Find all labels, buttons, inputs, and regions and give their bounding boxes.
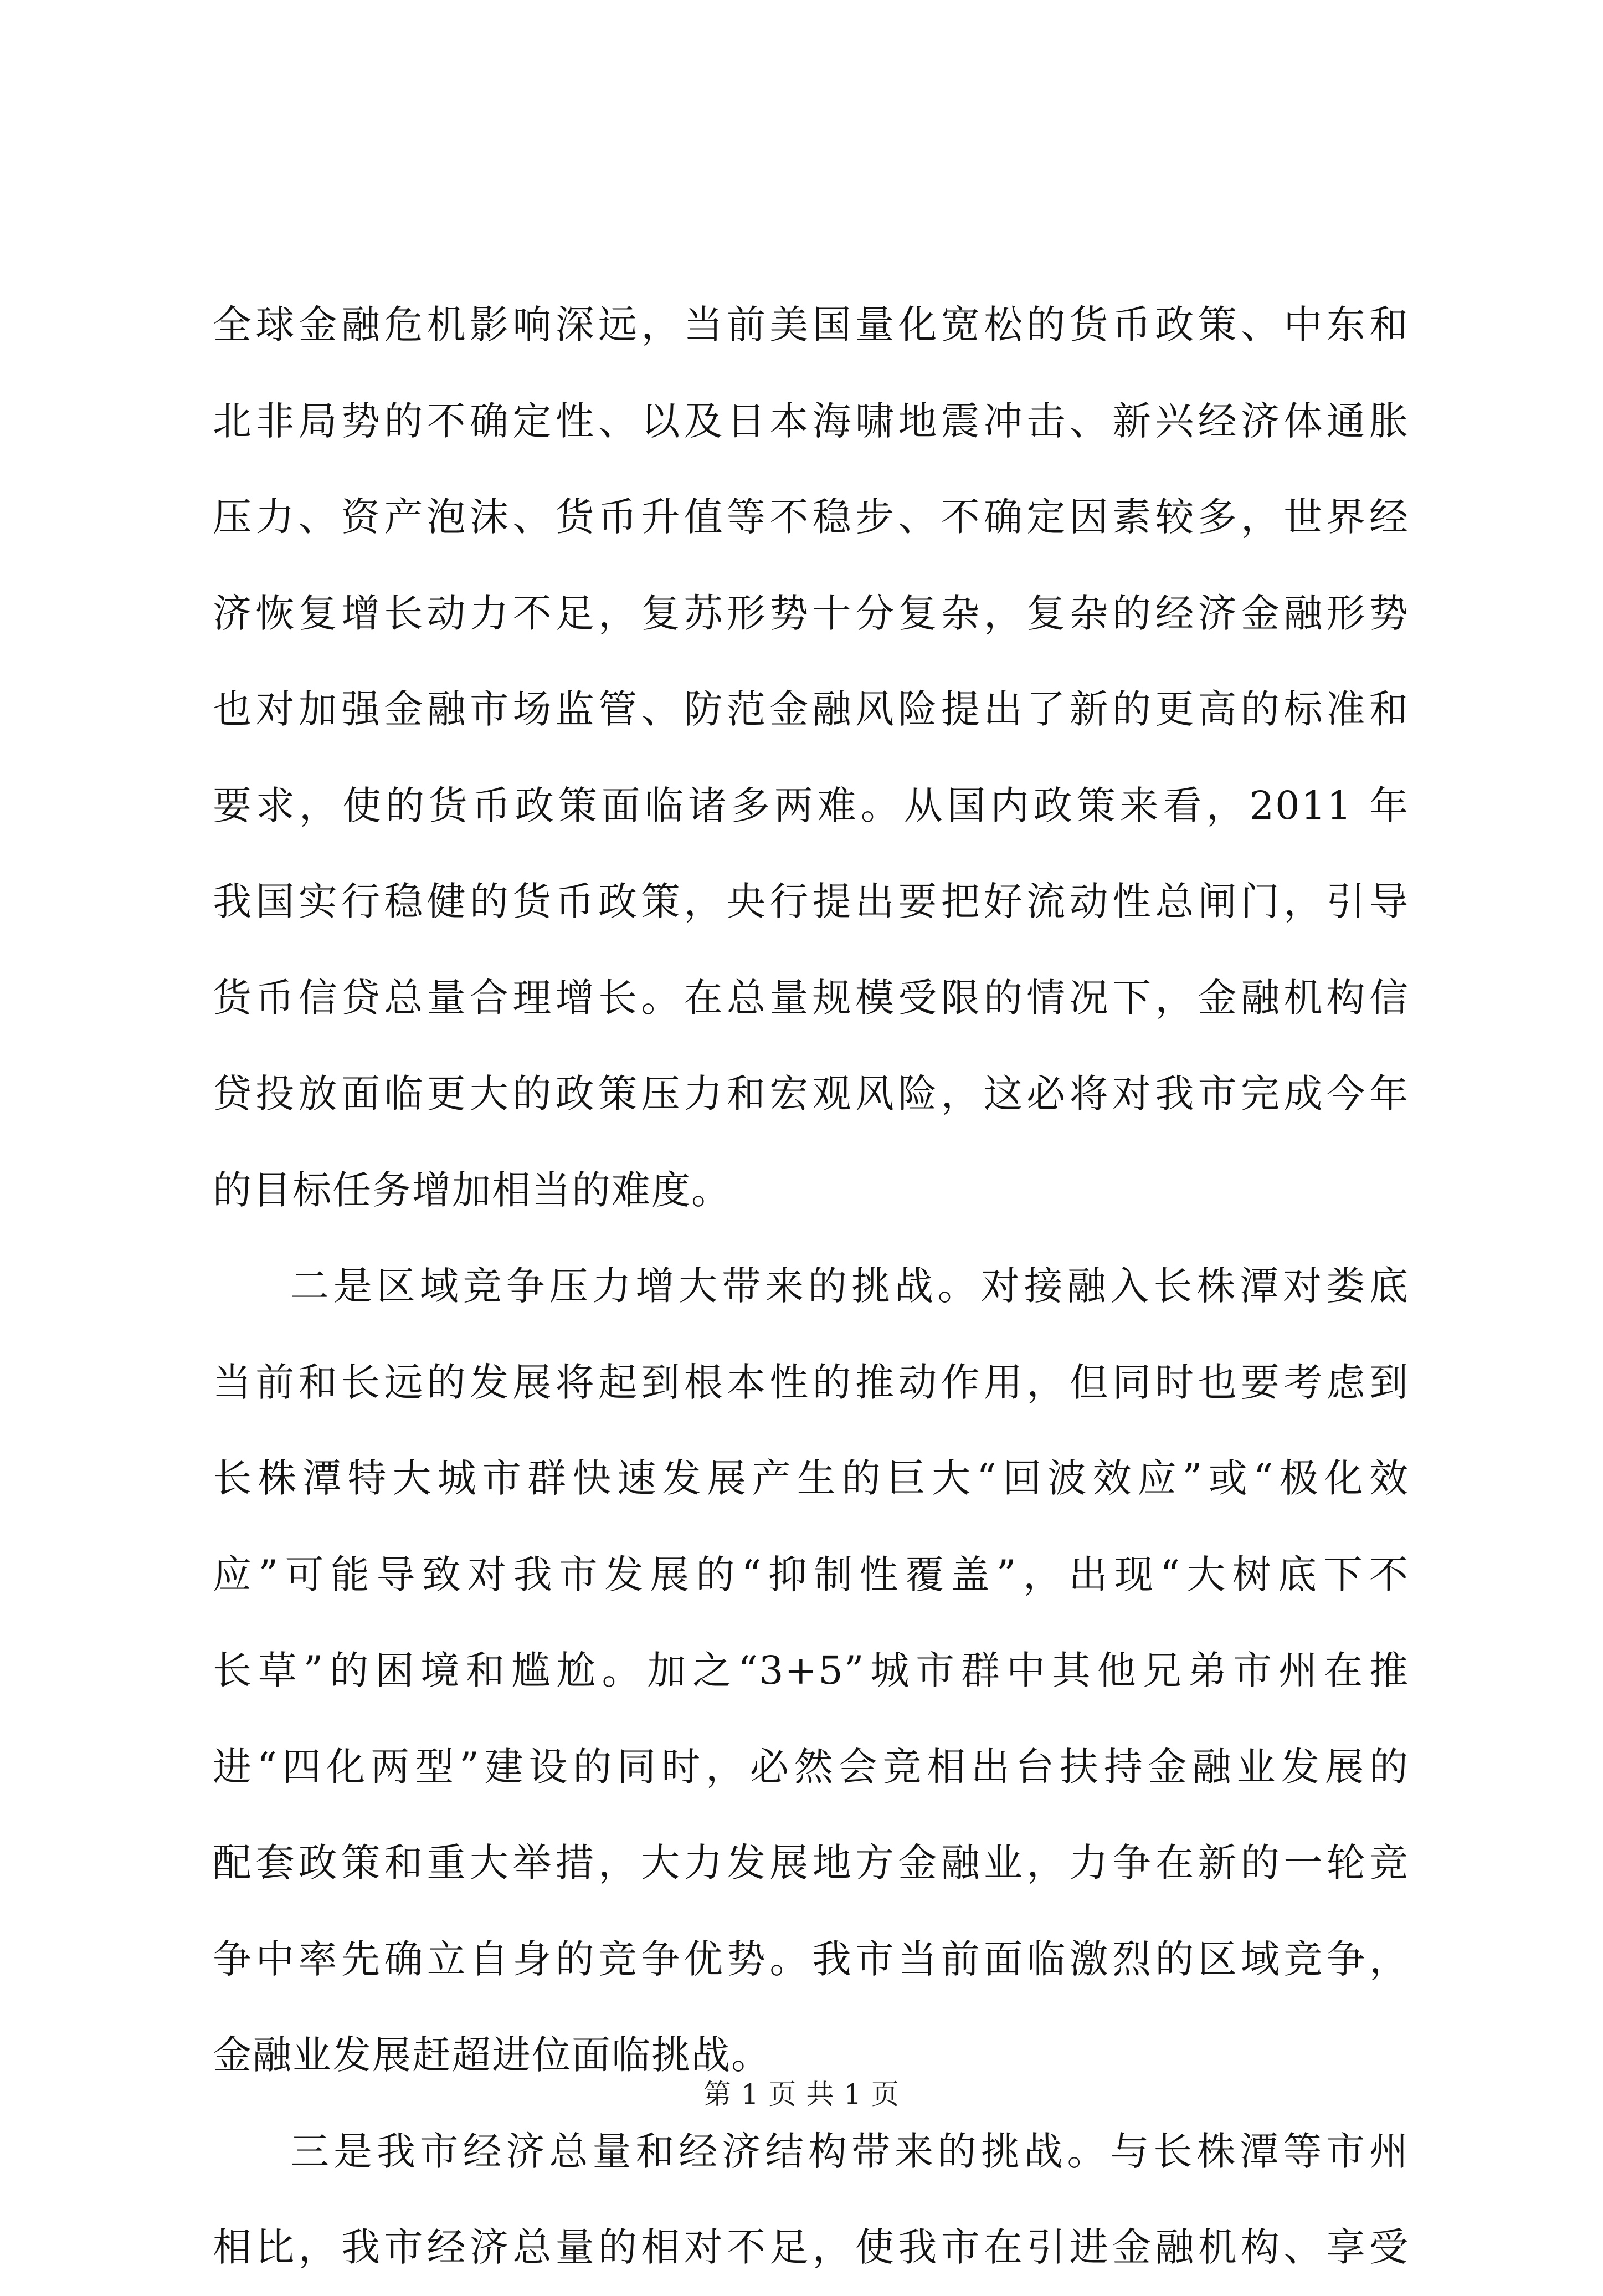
text-line: 长株潭特大城市群快速发展产生的巨大“回波效应”或“极化效 [213, 1456, 1409, 1501]
text-line: 要求，使的货币政策面临诸多两难。从国内政策来看，2011 年 [213, 782, 1409, 828]
text-line: 也对加强金融市场监管、防范金融风险提出了新的更高的标准和 [213, 686, 1409, 732]
text-line: 我国实行稳健的货币政策，央行提出要把好流动性总闸门，引导 [213, 879, 1409, 924]
text-line: 相比，我市经济总量的相对不足，使我市在引进金融机构、享受 [213, 2225, 1409, 2270]
text-line: 货币信贷总量合理增长。在总量规模受限的情况下，金融机构信 [213, 975, 1409, 1021]
body-text [213, 277, 1409, 2296]
text-line: 的目标任务增加相当的难度。 [213, 1167, 731, 1213]
text-line: 二是区域竞争压力增大带来的挑战。对接融入长株潭对娄底 [290, 1263, 1409, 1309]
text-line: 长草”的困境和尴尬。加之“3+5”城市群中其他兄弟市州在推 [213, 1648, 1409, 1693]
text-line: 济恢复增长动力不足，复苏形势十分复杂，复杂的经济金融形势 [213, 590, 1409, 636]
text-line: 争中率先确立自身的竞争优势。我市当前面临激烈的区域竞争， [213, 1936, 1409, 1982]
text-line: 北非局势的不确定性、以及日本海啸地震冲击、新兴经济体通胀 [213, 398, 1409, 444]
text-line: 压力、资产泡沫、货币升值等不稳步、不确定因素较多，世界经 [213, 494, 1409, 540]
text-line: 贷投放面临更大的政策压力和宏观风险，这必将对我市完成今年 [213, 1071, 1409, 1116]
text-line: 进“四化两型”建设的同时，必然会竞相出台扶持金融业发展的 [213, 1744, 1409, 1790]
text-line: 金融业发展赶超进位面临挑战。 [213, 2032, 771, 2078]
text-line: 应”可能导致对我市发展的“抑制性覆盖”，出现“大树底下不 [213, 1551, 1409, 1597]
text-line: 全球金融危机影响深远，当前美国量化宽松的货币政策、中东和 [213, 302, 1409, 347]
text-line: 当前和长远的发展将起到根本性的推动作用，但同时也要考虑到 [213, 1359, 1409, 1405]
page-number-footer: 第 1 页 共 1 页 [703, 2078, 900, 2110]
text-line: 配套政策和重大举措，大力发展地方金融业，力争在新的一轮竞 [213, 1840, 1409, 1885]
text-line: 三是我市经济总量和经济结构带来的挑战。与长株潭等市州 [290, 2128, 1409, 2174]
